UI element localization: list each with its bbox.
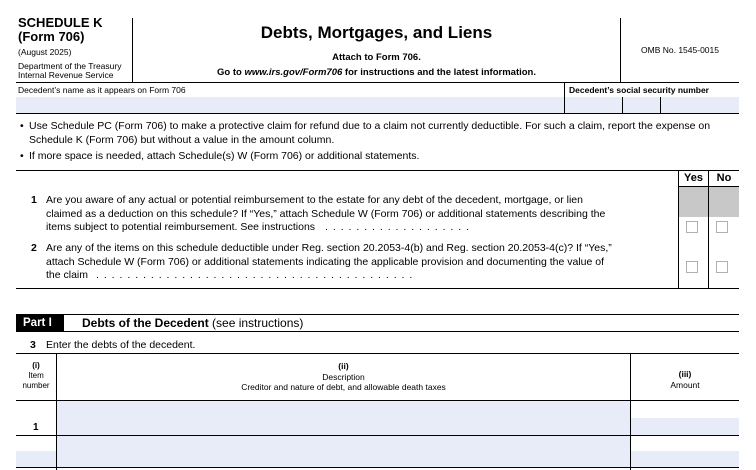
irs-url-link[interactable]: www.irs.gov/Form706 [244, 67, 343, 78]
attach-instruction: Attach to Form 706. [332, 52, 421, 63]
amount-field[interactable] [631, 451, 739, 467]
bullet-item: • Use Schedule PC (Form 706) to make a protective claim for refund due to a claim not currently deductible. For such a claim, report the expense on Schedule K (Form 706) but without a value in the amount column. [20, 120, 711, 146]
part-1-label: Part I [16, 315, 64, 331]
form-title: Debts, Mortgages, and Liens [260, 23, 493, 42]
schedule-label: SCHEDULE K [18, 15, 103, 30]
yes-column-header: Yes [684, 172, 703, 184]
ssn-label: Decedent’s social security number [569, 85, 709, 95]
column-header-description: (ii) Description Creditor and nature of debt, and allowable death taxes [241, 361, 446, 392]
form-number: (Form 706) [18, 29, 85, 44]
question-2-yes-checkbox[interactable] [686, 261, 698, 273]
amount-field[interactable] [631, 418, 739, 435]
question-1-number: 1 [31, 194, 37, 206]
decedent-name-field[interactable] [16, 97, 564, 113]
ssn-field[interactable] [565, 97, 739, 113]
description-field[interactable] [57, 401, 630, 435]
line-3-text: Enter the debts of the decedent. [46, 339, 196, 351]
question-1-yes-checkbox[interactable] [686, 221, 698, 233]
question-1-text: Are you aware of any actual or potential reimbursement to the estate for any debt of the decedent, mortgage, or lien claimed as a deduction on this schedule? If “Yes,” attach Schedule W (Form 706) or additional statements describing the items subject to potential reimbursement. See instructions . . . . . . . . . . . . . . . . . . . [46, 194, 606, 233]
item-number: 1 [33, 422, 39, 433]
bullet-item: • If more space is needed, attach Schedule(s) W (Form 706) or additional statements. [20, 150, 420, 162]
decedent-name-label: Decedent’s name as it appears on Form 706 [18, 85, 186, 95]
part-1-title: Debts of the Decedent (see instructions) [82, 316, 304, 330]
line-3-number: 3 [30, 339, 36, 351]
agency-line: Internal Revenue Service [18, 70, 114, 80]
column-header-amount: (iii) Amount [670, 369, 700, 390]
no-column-header: No [716, 172, 732, 184]
question-2-no-checkbox[interactable] [716, 261, 728, 273]
goto-instruction: Go to www.irs.gov/Form706 for instructions and the latest information. [216, 67, 536, 78]
question-1-no-checkbox[interactable] [716, 221, 728, 233]
department-line: Department of the Treasury [18, 61, 122, 71]
revision-date: (August 2025) [18, 47, 72, 57]
description-field[interactable] [57, 436, 630, 467]
item-number-field[interactable] [16, 451, 56, 467]
omb-number: OMB No. 1545-0015 [641, 45, 719, 55]
column-header-item-number: (i) Item number [22, 361, 50, 390]
question-2-number: 2 [31, 242, 37, 254]
question-2-text: Are any of the items on this schedule deductible under Reg. section 20.2053-4(b) and Reg. section 20.2053-4(c)? If “Yes,” attach Schedule W (Form 706) or additional statements indicating the applicable provision and documenting the value of the claim . . . . . . . . . . . . . . . . . . . . . . . . . . . . . . . . . . . . . . . . . [46, 242, 612, 281]
